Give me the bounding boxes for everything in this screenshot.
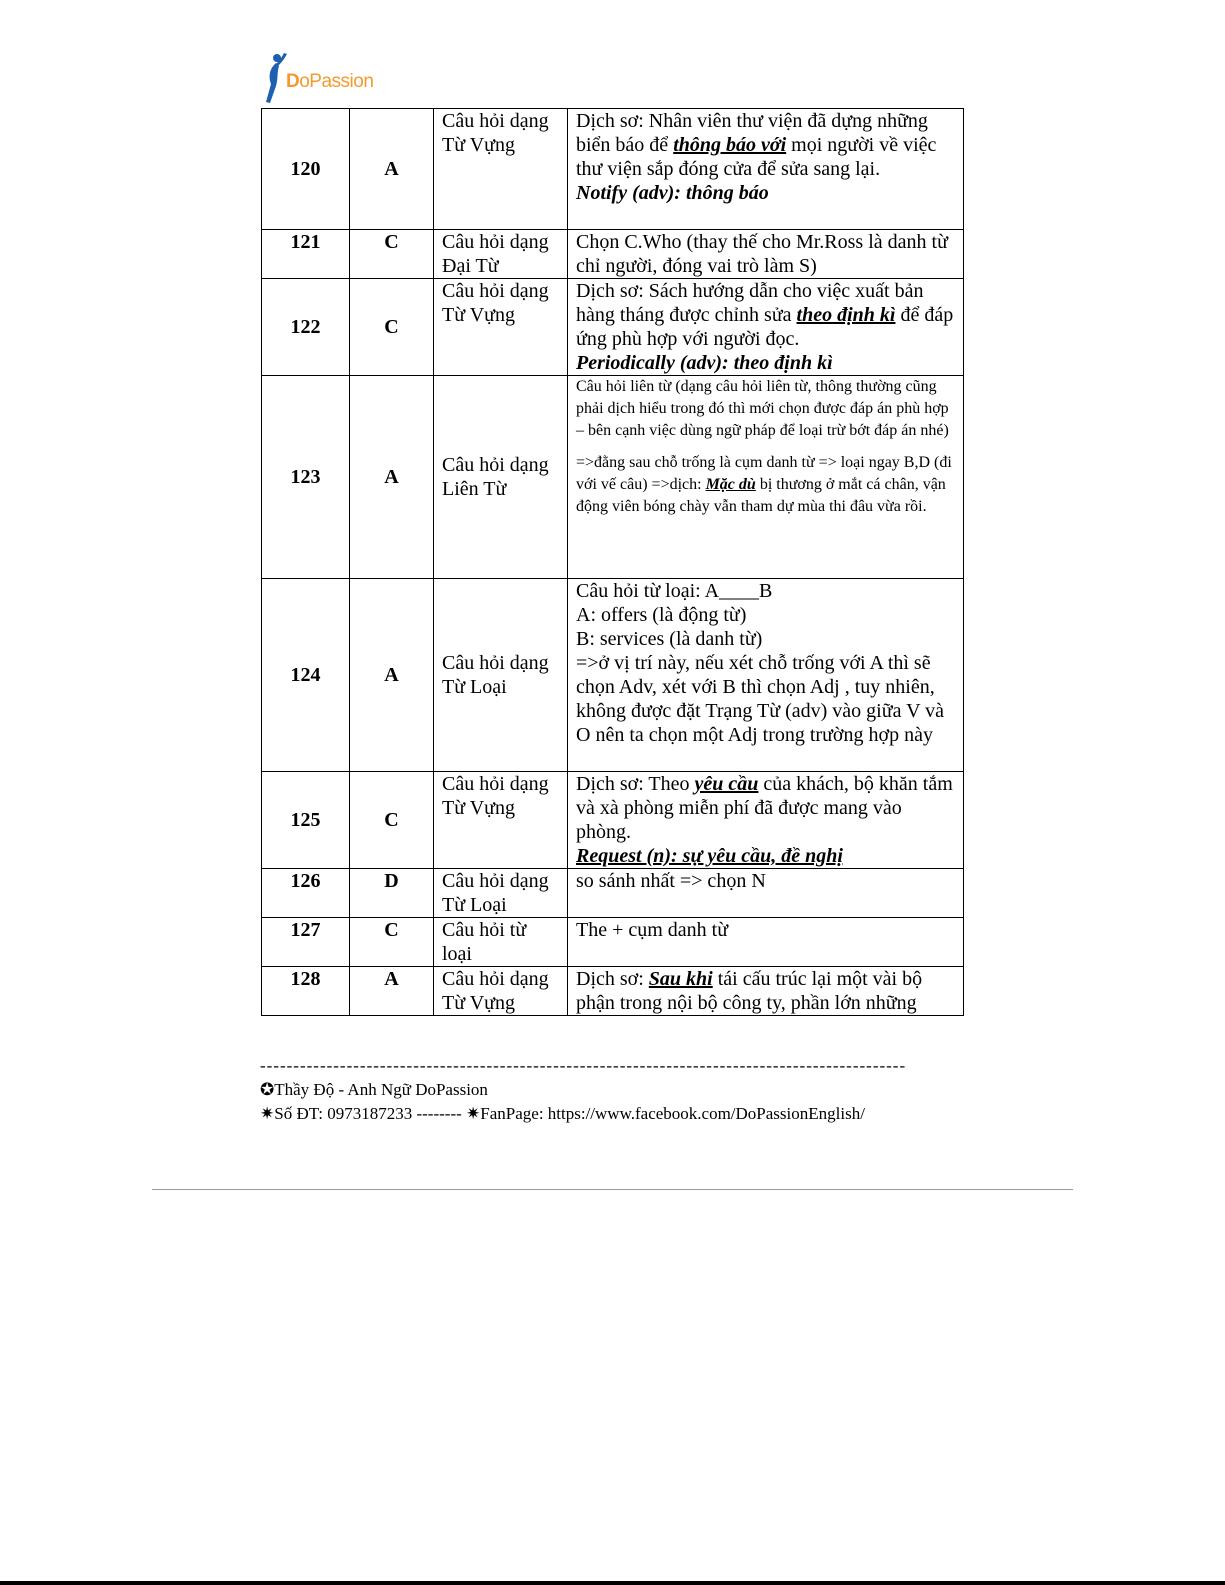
- question-type: Câu hỏi dạng Từ Vựng: [434, 967, 568, 1016]
- question-number: 127: [262, 918, 350, 967]
- question-type: Câu hỏi dạng Đại Từ: [434, 230, 568, 279]
- explanation: The + cụm danh từ: [568, 918, 964, 967]
- explanation: Dịch sơ: Sách hướng dẫn cho việc xuất bản hàng tháng được chỉnh sửa theo định kì để đáp ứng phù hợp với người đọc. Periodically (adv): theo định kì: [568, 279, 964, 376]
- question-number: 128: [262, 967, 350, 1016]
- dopassion-logo: [262, 52, 373, 104]
- table-row: [262, 109, 964, 230]
- table-row: [262, 376, 964, 579]
- table-row: [262, 869, 964, 918]
- question-number: 126: [262, 869, 350, 918]
- explanation: Chọn C.Who (thay thế cho Mr.Ross là danh từ chỉ người, đóng vai trò làm S): [568, 230, 964, 279]
- answer-letter: A: [350, 967, 434, 1016]
- explanation: Dịch sơ: Theo yêu cầu của khách, bộ khăn tắm và xà phòng miễn phí đã được mang vào phòng. Request (n): sự yêu cầu, đề nghị: [568, 772, 964, 869]
- question-type: Câu hỏi từ loại: [434, 918, 568, 967]
- footer-contact: ✷Số ĐT: 0973187233 -------- ✷FanPage: https://www.facebook.com/DoPassionEnglish/: [260, 1104, 865, 1123]
- explanation: Dịch sơ: Nhân viên thư viện đã dựng những biển báo để thông báo với mọi người về việc thư viện sắp đóng cửa để sửa sang lại. Notify (adv): thông báo: [568, 109, 964, 230]
- answer-table: [261, 108, 964, 1016]
- page-separator: [152, 1189, 1073, 1190]
- page-footer: [260, 1054, 960, 1126]
- table-row: [262, 579, 964, 772]
- logo-text: DoPassion: [286, 71, 374, 92]
- question-number: 124: [262, 579, 350, 772]
- bottom-edge: [0, 1581, 1225, 1585]
- question-type: Câu hỏi dạng Liên Từ: [434, 376, 568, 579]
- question-number: 122: [262, 279, 350, 376]
- footer-teacher: ✪Thầy Độ - Anh Ngữ DoPassion: [260, 1080, 488, 1099]
- answer-letter: A: [350, 376, 434, 579]
- table-row: [262, 967, 964, 1016]
- answer-letter: C: [350, 279, 434, 376]
- explanation: so sánh nhất => chọn N: [568, 869, 964, 918]
- answer-letter: C: [350, 230, 434, 279]
- question-number: 123: [262, 376, 350, 579]
- explanation: Câu hỏi liên từ (dạng câu hỏi liên từ, thông thường cũng phải dịch hiểu trong đó thì mới chọn được đáp án phù hợp – bên cạnh việc dùng ngữ pháp để loại trừ bớt đáp án nhé) =>đằng sau chỗ trống là cụm danh từ => loại ngay B,D (đi với vế câu) =>dịch: Mặc dù bị thương ở mắt cá chân, vận động viên bóng chày vẫn tham dự mùa thi đâu vừa rồi.: [568, 376, 964, 579]
- explanation: Câu hỏi từ loại: A____B A: offers (là động từ) B: services (là danh từ) =>ở vị trí này, nếu xét chỗ trống với A thì sẽ chọn Adv, xét với B thì chọn Adj , tuy nhiên, không được đặt Trạng Từ (adv) vào giữa V và O nên ta chọn một Adj trong trường hợp này: [568, 579, 964, 772]
- footer-divider: -------------------------------------------------------------------------------------------------: [260, 1056, 907, 1075]
- answer-letter: C: [350, 918, 434, 967]
- question-type: Câu hỏi dạng Từ Loại: [434, 579, 568, 772]
- table-row: [262, 772, 964, 869]
- question-type: Câu hỏi dạng Từ Vựng: [434, 109, 568, 230]
- runner-figure-icon: [262, 52, 288, 104]
- table-row: [262, 230, 964, 279]
- table-row: [262, 279, 964, 376]
- question-type: Câu hỏi dạng Từ Vựng: [434, 279, 568, 376]
- question-number: 125: [262, 772, 350, 869]
- answer-letter: A: [350, 109, 434, 230]
- table-row: [262, 918, 964, 967]
- question-number: 121: [262, 230, 350, 279]
- answer-letter: C: [350, 772, 434, 869]
- explanation: Dịch sơ: Sau khi tái cấu trúc lại một vài bộ phận trong nội bộ công ty, phần lớn những: [568, 967, 964, 1016]
- question-number: 120: [262, 109, 350, 230]
- question-type: Câu hỏi dạng Từ Vựng: [434, 772, 568, 869]
- answer-letter: A: [350, 579, 434, 772]
- question-type: Câu hỏi dạng Từ Loại: [434, 869, 568, 918]
- answer-letter: D: [350, 869, 434, 918]
